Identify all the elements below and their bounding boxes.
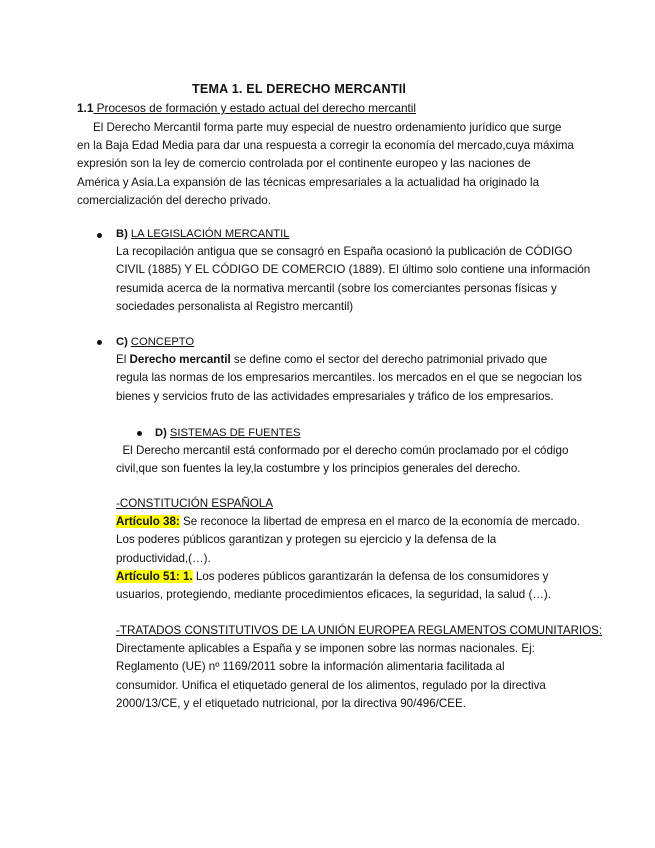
tratados-line: consumidor. Unifica el etiquetado general de los alimentos, regulado por la directiva [116,678,546,692]
tratados-heading: -TRATADOS CONSTITUTIVOS DE LA UNIÓN EUROPEA REGLAMENTOS COMUNITARIOS: [116,624,603,637]
section-d-title: SISTEMAS DE FUENTES [169,427,301,439]
section-c-line [116,351,596,369]
article-38-text: Se reconoce la libertad de empresa en el marco de la economía de mercado. [179,515,580,529]
tratados-line: 2000/13/CE, y el etiquetado nutricional, por la directiva 90/496/CEE. [116,696,466,710]
intro-line: comercialización del derecho privado. [77,193,271,207]
article-38-line [116,513,596,531]
section-subtitle [77,99,416,117]
intro-line: América y Asia.La expansión de las técnicas empresariales a la actualidad ha originado la [77,175,540,189]
bullet-icon [137,431,142,436]
section-d-heading [155,424,300,442]
section-c-text: El [116,353,130,367]
section-b-title: LA LEGISLACIÓN MERCANTIL [130,228,290,240]
subtitle-number: 1.1 [77,101,94,115]
subtitle-text: Procesos de formación y estado actual del derecho mercantil [93,101,417,115]
intro-paragraph [77,119,597,210]
section-c-letter: C) [116,336,128,348]
article-51-line [116,568,596,586]
section-b-line: sociedades personalista al Registro mercantil) [116,299,354,313]
intro-line: en la Baja Edad Media para dar una respuesta a corregir la economía del mercado,cuya máxima [77,139,574,153]
article-51-line: usuarios, protegiendo, mediante procedimientos eficaces, la seguridad, la salud (…). [116,588,552,602]
intro-line: El Derecho Mercantil forma parte muy especial de nuestro ordenamiento jurídico que surge [93,121,562,134]
section-c-title: CONCEPTO [130,336,195,348]
section-b [116,225,596,316]
constitucion-heading: -CONSTITUCIÓN ESPAÑOLA [116,497,273,510]
section-d-body [116,442,596,478]
section-b-heading [116,225,596,243]
intro-line: expresión son la ley de comercio controlada por el continente europeo y las naciones de [77,157,531,171]
section-b-line: CIVIL (1885) Y EL CÓDIGO DE COMERCIO (1889). El último solo contiene una información [116,263,591,277]
constitucion-section [116,495,596,604]
section-d-heading-line [155,424,300,442]
section-b-line: resumida acerca de la normativa mercantil (sobre los comerciantes personas físicas y [116,281,557,295]
bullet-icon [97,233,102,238]
section-c-line: bienes y servicios fruto de las actividades empresariales y tráfico de los empresarios. [116,389,554,403]
section-d-line: civil,que son fuentes la ley,la costumbre y los principios generales del derecho. [116,462,521,476]
section-b-letter: B) [116,228,128,240]
tratados-line: Reglamento (UE) nº 1169/2011 sobre la información alimentaria facilitada al [116,660,505,674]
section-c-bold-term: Derecho mercantil [129,353,231,367]
article-38-line: productividad,(…). [116,551,211,565]
section-c-text: se define como el sector del derecho patrimonial privado que [230,353,548,367]
article-38-label: Artículo 38: [116,515,180,529]
article-51-text: Los poderes públicos garantizarán la defensa de los consumidores y [192,569,549,583]
article-38-line: Los poderes públicos garantizan y protegen su ejercicio y la defensa de la [116,533,497,547]
document-title: TEMA 1. EL DERECHO MERCANTIl [192,82,407,96]
tratados-line: Directamente aplicables a España y se imponen sobre las normas nacionales. Ej: [116,642,535,656]
bullet-icon [97,340,102,345]
section-d-letter: D) [155,427,167,439]
article-51-label: Artículo 51: 1. [116,569,193,583]
tratados-section [116,622,606,713]
section-c [116,333,596,406]
section-b-line: La recopilación antigua que se consagró en España ocasionó la publicación de CÓDIGO [116,245,573,259]
section-c-line: regula las normas de los empresarios mercantiles. los mercados en el que se negocian los [116,371,582,385]
section-d-line: El Derecho mercantil está conformado por el derecho común proclamado por el código [116,444,569,457]
section-c-heading [116,333,596,351]
